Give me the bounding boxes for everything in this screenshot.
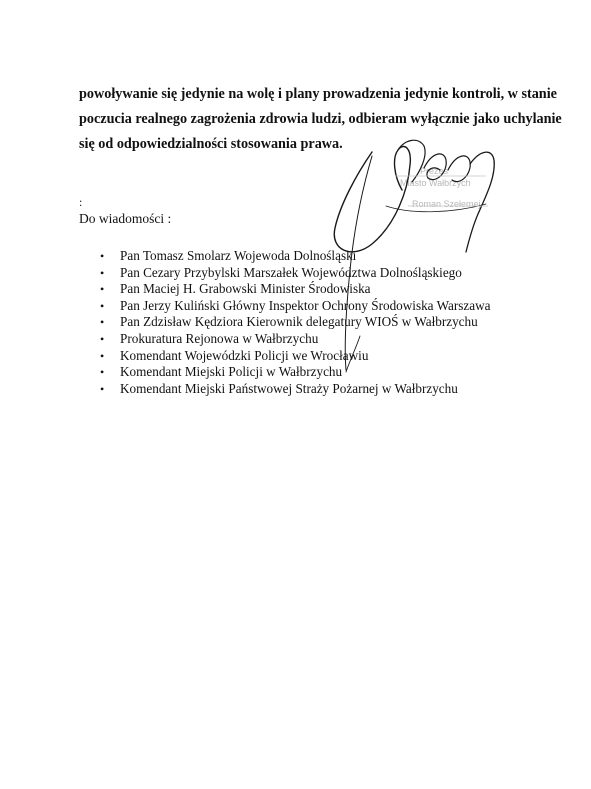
recipient-list bbox=[100, 248, 490, 397]
cc-label: Do wiadomości : bbox=[79, 211, 172, 226]
recipient-text: Prokuratura Rejonowa w Wałbrzychu bbox=[120, 330, 319, 346]
list-item bbox=[100, 314, 490, 331]
stamp-line-3: Roman Szełemej bbox=[412, 199, 481, 209]
recipient-text: Pan Zdzisław Kędziora Kierownik delegatury WIOŚ w Wałbrzychu bbox=[120, 314, 478, 330]
list-item bbox=[100, 281, 490, 298]
list-item bbox=[100, 348, 490, 365]
recipient-text: Komendant Miejski Policji w Wałbrzychu bbox=[120, 364, 343, 380]
list-item bbox=[100, 381, 490, 398]
bullet: • bbox=[100, 348, 105, 363]
recipient-text: Komendant Miejski Państwowej Straży Pożarnej w Wałbrzychu bbox=[120, 380, 458, 396]
bullet: • bbox=[100, 315, 105, 330]
recipient-text: Pan Maciej H. Grabowski Minister Środowiska bbox=[120, 281, 371, 297]
recipient-text: Pan Tomasz Smolarz Wojewoda Dolnośląski bbox=[120, 248, 357, 263]
recipient-text: Komendant Wojewódzki Policji we Wrocławiu bbox=[120, 347, 369, 363]
bullet: • bbox=[100, 381, 105, 396]
bullet: • bbox=[100, 265, 105, 280]
bullet: • bbox=[100, 365, 105, 380]
bullet: • bbox=[100, 282, 105, 297]
body-paragraph bbox=[79, 82, 562, 157]
recipient-text: Pan Jerzy Kuliński Główny Inspektor Ochrony Środowiska Warszawa bbox=[120, 297, 491, 313]
bullet: • bbox=[100, 331, 105, 346]
paragraph-line-2: poczucia realnego zagrożenia zdrowia ludzi, odbieram wyłącznie jako uchylanie bbox=[79, 111, 562, 127]
stamp-line-2: Miasto Wałbrzych bbox=[400, 178, 471, 188]
list-item bbox=[100, 298, 490, 315]
list-item bbox=[100, 331, 490, 348]
colon-mark: : bbox=[79, 195, 83, 209]
stamp-line-1: Prezes bbox=[420, 166, 449, 176]
paragraph-line-1: powoływanie się jedynie na wolę i plany prowadzenia jedynie kontroli, w stanie bbox=[79, 86, 557, 102]
bullet: • bbox=[100, 249, 105, 263]
list-item bbox=[100, 248, 490, 265]
list-item bbox=[100, 364, 490, 381]
paragraph-line-3: się od odpowiedzialności stosowania prawa. bbox=[79, 136, 343, 152]
bullet: • bbox=[100, 298, 105, 313]
recipient-text: Pan Cezary Przybylski Marszałek Województwa Dolnośląskiego bbox=[120, 264, 462, 280]
list-item bbox=[100, 265, 490, 282]
